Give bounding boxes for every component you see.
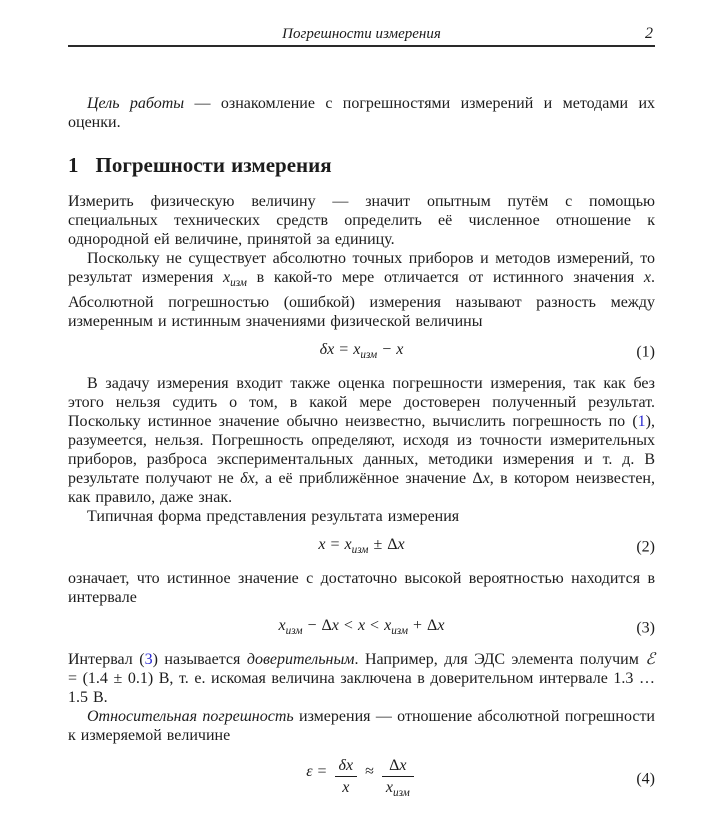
text-run: изм: [391, 624, 409, 637]
text-run: δx: [338, 756, 354, 774]
text-run: x: [331, 616, 339, 634]
text-run: x: [318, 535, 326, 553]
text-run: изм: [392, 786, 410, 799]
text-run: −: [377, 340, 397, 358]
text-run: изм: [351, 543, 369, 556]
page-number: 2: [645, 25, 653, 42]
text-run: изм: [230, 276, 247, 289]
section-number: 1: [68, 153, 79, 177]
text-run: = (1.4 ± 0.1) В, т. е. искомая величина заключена в доверительном интервале 1.3 … 1.5 В.: [68, 669, 655, 706]
text-run: , а её приближённое значение Δ: [254, 469, 483, 487]
running-header: [68, 26, 655, 47]
paragraph-typical-form: [68, 507, 655, 526]
text-run: x: [397, 535, 405, 553]
fraction: [382, 757, 414, 802]
paragraph-relative-error: [68, 707, 655, 745]
equation-4-body: [306, 756, 417, 799]
section-title: Погрешности измерения: [95, 153, 332, 177]
text-run: ℰ: [645, 650, 655, 668]
text-run: Δ: [389, 756, 400, 774]
text-run: Интервал (: [68, 650, 145, 668]
paragraph-error-estimation: [68, 374, 655, 507]
section-heading: [68, 153, 655, 178]
goal-paragraph: [68, 94, 655, 132]
text-run: x: [385, 778, 393, 796]
text-run: ± Δ: [368, 535, 398, 553]
text-run: . Абсолютной погрешностью (ошибкой) измерения называют разность между измеренным и истинным значениями физической величины: [68, 269, 655, 330]
text-run: x: [342, 778, 350, 796]
text-run: x: [396, 340, 404, 358]
text-run: x: [344, 535, 352, 553]
text-run: в какой-то мере отличается от истинного значения: [246, 269, 644, 286]
equation-3: [68, 616, 655, 641]
text-run: Поскольку не существует абсолютно точных приборов и методов измерений, то результат измерения: [68, 250, 655, 286]
equation-reference-link[interactable]: 3: [144, 650, 153, 668]
equation-4-number: (4): [636, 770, 655, 788]
equation-2-number: (2): [636, 538, 655, 556]
text-run: Относительная погрешность: [87, 707, 294, 725]
text-run: ≈: [360, 763, 379, 781]
equation-2-body: [318, 535, 405, 556]
equation-1-body: [319, 340, 404, 361]
text-run: изм: [360, 348, 378, 361]
text-run: x: [223, 269, 231, 286]
text-run: x: [482, 469, 490, 487]
text-run: x: [278, 616, 286, 634]
text-run: , в котором неизвестен, как правило, даже знак.: [68, 469, 655, 506]
paragraph-confidence-interval: [68, 650, 655, 707]
text-run: x: [437, 616, 445, 634]
text-run: + Δ: [408, 616, 438, 634]
equation-2: [68, 535, 655, 560]
equation-4: [68, 757, 655, 802]
text-run: В задачу измерения входит также оценка погрешности измерения, так как без этого нельзя судить о том, в какой мере достоверен полученный результат. Поскольку истинное значение обычно неизвестно, вычислить погрешность по (: [68, 374, 655, 430]
fraction: [335, 757, 358, 796]
text-run: x: [643, 269, 651, 286]
text-run: . Например, для ЭДС элемента получим: [354, 650, 646, 668]
text-run: ), разумеется, нельзя. Погрешность определяют, исходя из точности измерительных приборов, разброса экспериментальных данных, методики измерения и т. д. В результате получают не: [68, 412, 655, 487]
equation-1: [68, 340, 655, 365]
text-run: — ознакомление с погрешностями измерений и методами их оценки.: [68, 95, 656, 131]
running-title: Погрешности измерения: [282, 26, 441, 42]
text-run: =: [334, 340, 354, 358]
text-run: <: [365, 616, 385, 634]
text-run: x: [357, 616, 366, 634]
text-run: <: [338, 616, 358, 634]
text-run: Измерить физическую величину — значит опытным путём с помощью специальных технических средств определить её численное отношение к однородной ей величине, принятой за единицу.: [68, 193, 655, 248]
text-run: x: [353, 340, 361, 358]
text-run: изм: [285, 624, 303, 637]
document-body: [68, 94, 655, 814]
paragraph-measure-definition: [68, 192, 655, 249]
text-run: =: [325, 535, 345, 553]
text-run: ε: [306, 763, 313, 781]
text-run: ) называется: [152, 650, 247, 668]
text-run: x: [399, 756, 407, 774]
text-run: Типичная форма представления результата измерения: [87, 507, 460, 525]
text-run: доверительным: [246, 650, 355, 668]
text-run: − Δ: [302, 616, 332, 634]
equation-3-body: [278, 616, 445, 637]
text-run: δx: [319, 340, 335, 358]
text-run: =: [312, 763, 332, 781]
equation-reference-link[interactable]: 1: [637, 412, 646, 430]
paragraph-absolute-error: [68, 249, 655, 331]
text-run: δx: [240, 469, 255, 487]
paragraph-interval-intro: [68, 569, 655, 607]
text-run: x: [384, 616, 392, 634]
text-run: Цель работы: [87, 95, 185, 112]
equation-1-number: (1): [636, 343, 655, 361]
text-run: означает, что истинное значение с достаточно высокой вероятностью находится в интервале: [68, 569, 655, 606]
equation-3-number: (3): [636, 619, 655, 637]
text-run: измерения — отношение абсолютной погрешности к измеряемой величине: [68, 707, 655, 744]
